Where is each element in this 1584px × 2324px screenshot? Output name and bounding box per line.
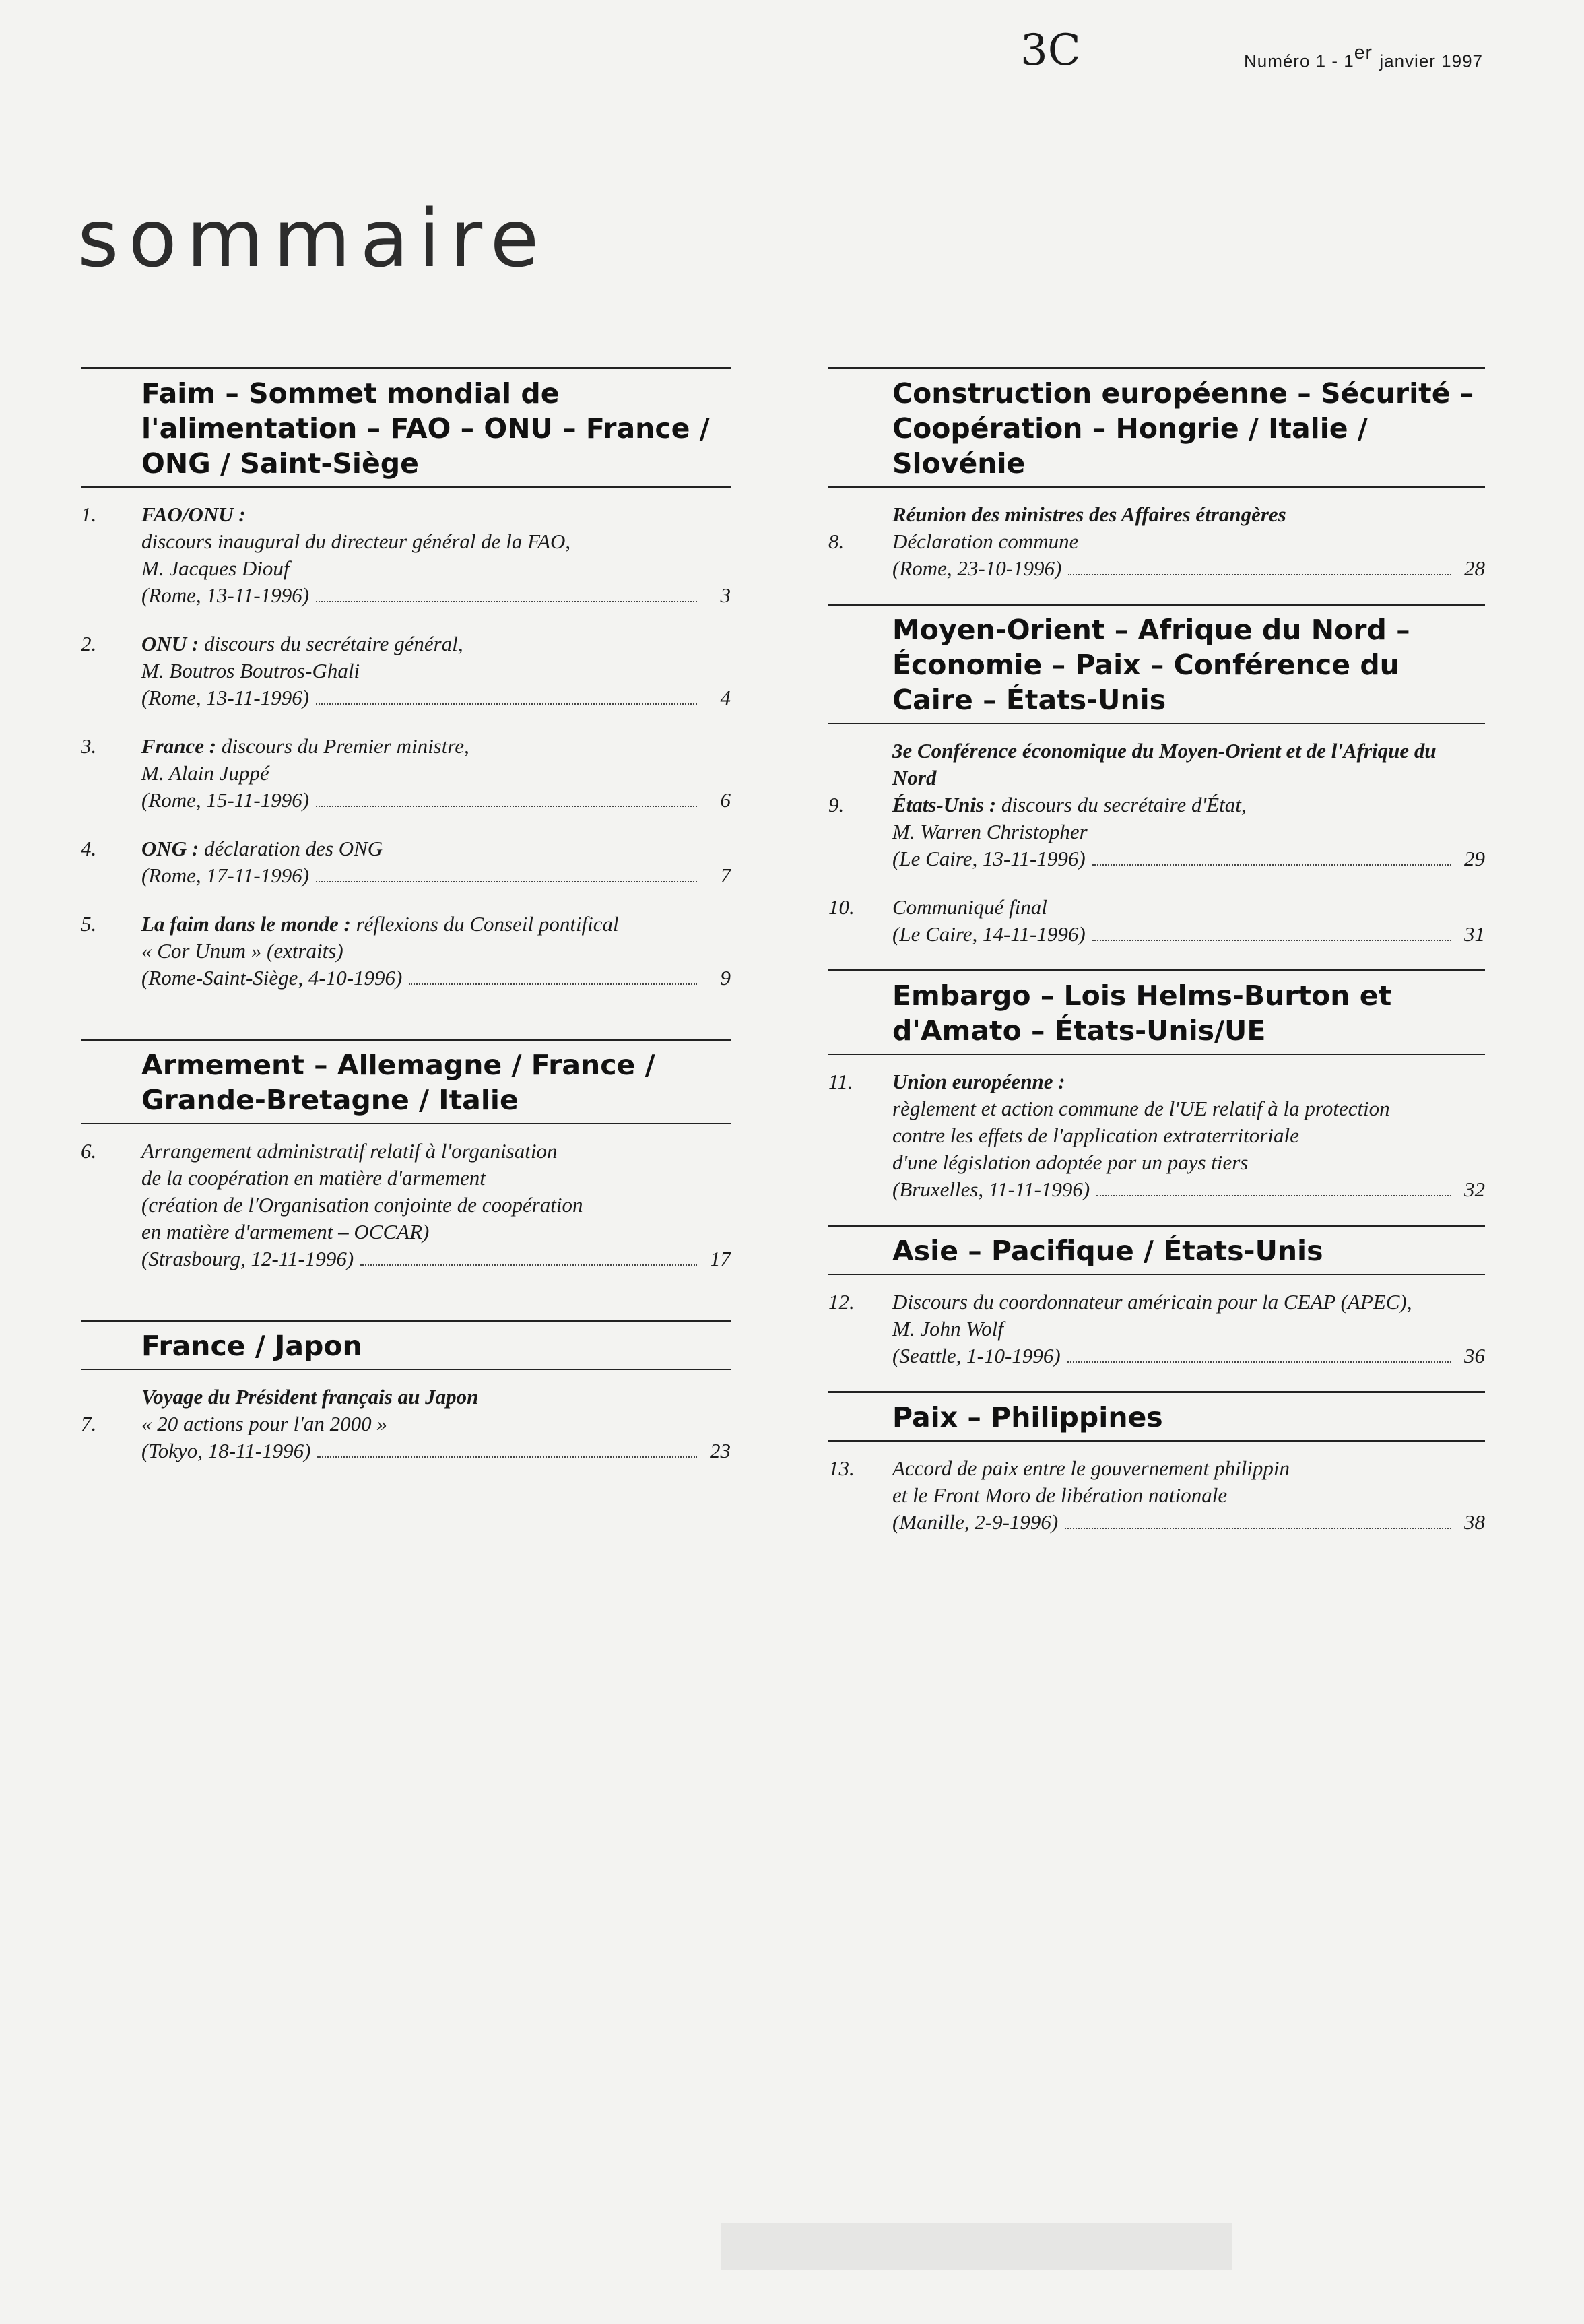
page-number: 3C	[1020, 26, 1081, 75]
toc-entry	[828, 792, 1485, 872]
leader-dots	[1067, 1361, 1451, 1363]
entry-first-line	[892, 1289, 1485, 1316]
section-rule-top	[81, 367, 731, 369]
entry-first-line	[892, 894, 1485, 921]
section-intro: Réunion des ministres des Affaires étrangères	[892, 503, 1286, 526]
entry-page-number: 4	[720, 686, 731, 709]
entry-line: en matière d'armement – OCCAR)	[141, 1220, 430, 1244]
section-entries	[828, 1055, 1485, 1203]
entry-line: M. Warren Christopher	[892, 820, 1088, 843]
section-title: France / Japon	[141, 1330, 362, 1362]
leader-dots	[360, 1264, 697, 1266]
entry-number: 5.	[81, 912, 97, 936]
entry-line: d'une législation adoptée par un pays tiers	[892, 1151, 1249, 1174]
entry-reference-line	[892, 1509, 1485, 1536]
entry-line: et le Front Moro de libération nationale	[892, 1483, 1228, 1507]
entry-page-number: 38	[1464, 1510, 1485, 1534]
entry-place-date: (Le Caire, 14-11-1996)	[892, 922, 1086, 946]
entry-text: réflexions du Conseil pontifical	[350, 912, 619, 936]
entry-first-line	[141, 501, 731, 528]
entry-reference-line	[141, 965, 731, 992]
entry-place-date: (Seattle, 1-10-1996)	[892, 1344, 1061, 1367]
entry-page-number: 28	[1464, 556, 1485, 580]
section-title: Construction européenne – Sécurité – Coopération – Hongrie / Italie / Slovénie	[892, 377, 1474, 480]
entry-text: Accord de paix entre le gouvernement philippin	[892, 1456, 1290, 1480]
entry-lead: Union européenne :	[892, 1070, 1065, 1093]
section-title: Embargo – Lois Helms-Burton et d'Amato – États-Unis/UE	[892, 979, 1392, 1047]
entry-text: discours du Premier ministre,	[216, 734, 469, 758]
leader-dots	[1092, 940, 1451, 941]
section-rule-top	[828, 1391, 1485, 1393]
entry-lead: États-Unis :	[892, 793, 997, 816]
entry-first-line	[141, 733, 731, 760]
entry-text: « 20 actions pour l'an 2000 »	[141, 1412, 387, 1435]
toc-entry	[81, 835, 731, 889]
entry-text: discours du secrétaire d'État,	[996, 793, 1247, 816]
entry-place-date: (Tokyo, 18-11-1996)	[141, 1439, 311, 1462]
entry-place-date: (Bruxelles, 11-11-1996)	[892, 1177, 1090, 1201]
toc-section	[828, 1225, 1485, 1369]
section-rule-top	[828, 969, 1485, 971]
entry-line: M. Jacques Diouf	[141, 556, 290, 580]
entry-number: 12.	[828, 1290, 855, 1314]
section-entries	[828, 724, 1485, 948]
toc-section	[828, 367, 1485, 582]
entry-line: contre les effets de l'application extraterritoriale	[892, 1124, 1299, 1147]
left-column	[81, 367, 731, 1486]
entry-lead: ONG :	[141, 837, 199, 860]
section-title: Faim – Sommet mondial de l'alimentation – FAO – ONU – France / ONG / Saint-Siège	[141, 377, 710, 480]
section-title: Moyen-Orient – Afrique du Nord – Économie – Paix – Conférence du Caire – États-Unis	[892, 614, 1410, 716]
leader-dots	[316, 806, 697, 807]
entry-line: M. John Wolf	[892, 1317, 1004, 1341]
entry-lead: ONU :	[141, 632, 199, 655]
entry-page-number: 17	[710, 1247, 731, 1270]
toc-entry	[81, 631, 731, 711]
toc-entry	[828, 894, 1485, 948]
section-entries	[828, 488, 1485, 582]
entry-number: 3.	[81, 734, 97, 758]
entry-page-number: 29	[1464, 847, 1485, 870]
entry-number: 10.	[828, 895, 855, 919]
entry-reference-line	[892, 845, 1485, 872]
leader-dots	[409, 983, 697, 985]
section-title: Asie – Pacifique / États-Unis	[892, 1235, 1323, 1267]
leader-dots	[1092, 864, 1451, 866]
leader-dots	[316, 703, 697, 705]
section-rule-top	[81, 1320, 731, 1322]
entry-number: 1.	[81, 503, 97, 526]
entry-reference-line	[141, 684, 731, 711]
section-intro: Voyage du Président français au Japon	[141, 1385, 479, 1409]
section-entries	[81, 1370, 731, 1464]
entry-page-number: 31	[1464, 922, 1485, 946]
leader-dots	[1068, 574, 1451, 575]
issue-header	[1244, 42, 1483, 73]
toc-entry	[81, 733, 731, 814]
right-column	[828, 367, 1485, 1557]
entry-page-number: 36	[1464, 1344, 1485, 1367]
entry-first-line	[892, 528, 1485, 555]
entry-reference-line	[141, 787, 731, 814]
issue-sup: er	[1354, 42, 1373, 63]
toc-entry	[828, 1455, 1485, 1536]
entry-line: « Cor Unum » (extraits)	[141, 939, 343, 963]
leader-dots	[1096, 1195, 1451, 1196]
entry-reference-line	[141, 862, 731, 889]
toc-section	[81, 1320, 731, 1464]
entry-place-date: (Rome, 23-10-1996)	[892, 556, 1062, 580]
entry-reference-line	[141, 1438, 731, 1464]
entry-text: Déclaration commune	[892, 529, 1079, 553]
toc-section	[828, 1391, 1485, 1536]
entry-first-line	[892, 1068, 1485, 1095]
entry-place-date: (Strasbourg, 12-11-1996)	[141, 1247, 354, 1270]
page-title: sommaire	[77, 192, 549, 285]
entry-text: Arrangement administratif relatif à l'organisation	[141, 1139, 558, 1163]
section-intro: 3e Conférence économique du Moyen-Orient et de l'Afrique du Nord	[892, 739, 1437, 789]
leader-dots	[317, 1456, 697, 1458]
entry-reference-line	[892, 1343, 1485, 1369]
section-entries	[81, 1124, 731, 1272]
entry-page-number: 6	[720, 788, 731, 812]
entry-line: discours inaugural du directeur général de la FAO,	[141, 529, 571, 553]
entry-first-line	[141, 835, 731, 862]
entry-reference-line	[892, 1176, 1485, 1203]
entry-number: 6.	[81, 1139, 97, 1163]
entry-number: 11.	[828, 1070, 853, 1093]
entry-number: 13.	[828, 1456, 855, 1480]
entry-page-number: 7	[720, 864, 731, 887]
entry-lead: FAO/ONU :	[141, 503, 246, 526]
entry-text: Communiqué final	[892, 895, 1047, 919]
entry-lead: La faim dans le monde :	[141, 912, 351, 936]
section-rule-top	[828, 367, 1485, 369]
entry-number: 4.	[81, 837, 97, 860]
toc-entry	[828, 1068, 1485, 1203]
entry-reference-line	[892, 555, 1485, 582]
entry-first-line	[892, 1455, 1485, 1482]
entry-reference-line	[141, 1246, 731, 1272]
entry-lead: France :	[141, 734, 217, 758]
entry-place-date: (Rome, 15-11-1996)	[141, 788, 310, 812]
entry-page-number: 32	[1464, 1177, 1485, 1201]
leader-dots	[316, 881, 697, 882]
toc-section	[81, 1039, 731, 1272]
entry-first-line	[141, 911, 731, 938]
issue-date: janvier 1997	[1379, 51, 1483, 71]
entry-line: règlement et action commune de l'UE relatif à la protection	[892, 1097, 1390, 1120]
entry-line: de la coopération en matière d'armement	[141, 1166, 486, 1190]
entry-number: 2.	[81, 632, 97, 655]
entry-place-date: (Le Caire, 13-11-1996)	[892, 847, 1086, 870]
section-entries	[81, 488, 731, 992]
toc-entry	[828, 528, 1485, 582]
toc-section	[828, 969, 1485, 1203]
entry-text: déclaration des ONG	[199, 837, 383, 860]
entry-first-line	[141, 1138, 731, 1165]
entry-page-number: 9	[720, 966, 731, 990]
entry-text: Discours du coordonnateur américain pour la CEAP (APEC),	[892, 1290, 1412, 1314]
entry-first-line	[141, 1411, 731, 1438]
entry-text: discours du secrétaire général,	[199, 632, 463, 655]
entry-place-date: (Manille, 2-9-1996)	[892, 1510, 1059, 1534]
entry-reference-line	[141, 582, 731, 609]
entry-line: M. Boutros Boutros-Ghali	[141, 659, 360, 682]
entry-place-date: (Rome, 17-11-1996)	[141, 864, 310, 887]
entry-place-date: (Rome-Saint-Siège, 4-10-1996)	[141, 966, 403, 990]
entry-first-line	[141, 631, 731, 657]
toc-entry	[81, 501, 731, 609]
toc-section	[81, 367, 731, 992]
toc-entry	[81, 1411, 731, 1464]
entry-number: 7.	[81, 1412, 97, 1435]
entry-number: 8.	[828, 529, 845, 553]
section-entries	[828, 1275, 1485, 1369]
section-rule-top	[828, 1225, 1485, 1227]
toc-entry	[81, 911, 731, 992]
entry-page-number: 3	[720, 583, 731, 607]
leader-dots	[1065, 1528, 1451, 1529]
entry-number: 9.	[828, 793, 845, 816]
entry-line: M. Alain Juppé	[141, 761, 269, 785]
entry-page-number: 23	[710, 1439, 731, 1462]
leader-dots	[316, 601, 697, 602]
section-title: Armement – Allemagne / France / Grande-Bretagne / Italie	[141, 1049, 655, 1116]
section-entries	[828, 1442, 1485, 1536]
entry-place-date: (Rome, 13-11-1996)	[141, 686, 310, 709]
issue-prefix: Numéro 1 - 1	[1243, 51, 1354, 71]
section-title: Paix – Philippines	[892, 1401, 1163, 1433]
entry-line: (création de l'Organisation conjointe de coopération	[141, 1193, 583, 1217]
section-rule-top	[828, 604, 1485, 606]
section-rule-top	[81, 1039, 731, 1041]
entry-first-line	[892, 792, 1485, 818]
toc-entry	[828, 1289, 1485, 1369]
toc-section	[828, 604, 1485, 948]
toc-entry	[81, 1138, 731, 1272]
entry-reference-line	[892, 921, 1485, 948]
entry-place-date: (Rome, 13-11-1996)	[141, 583, 310, 607]
